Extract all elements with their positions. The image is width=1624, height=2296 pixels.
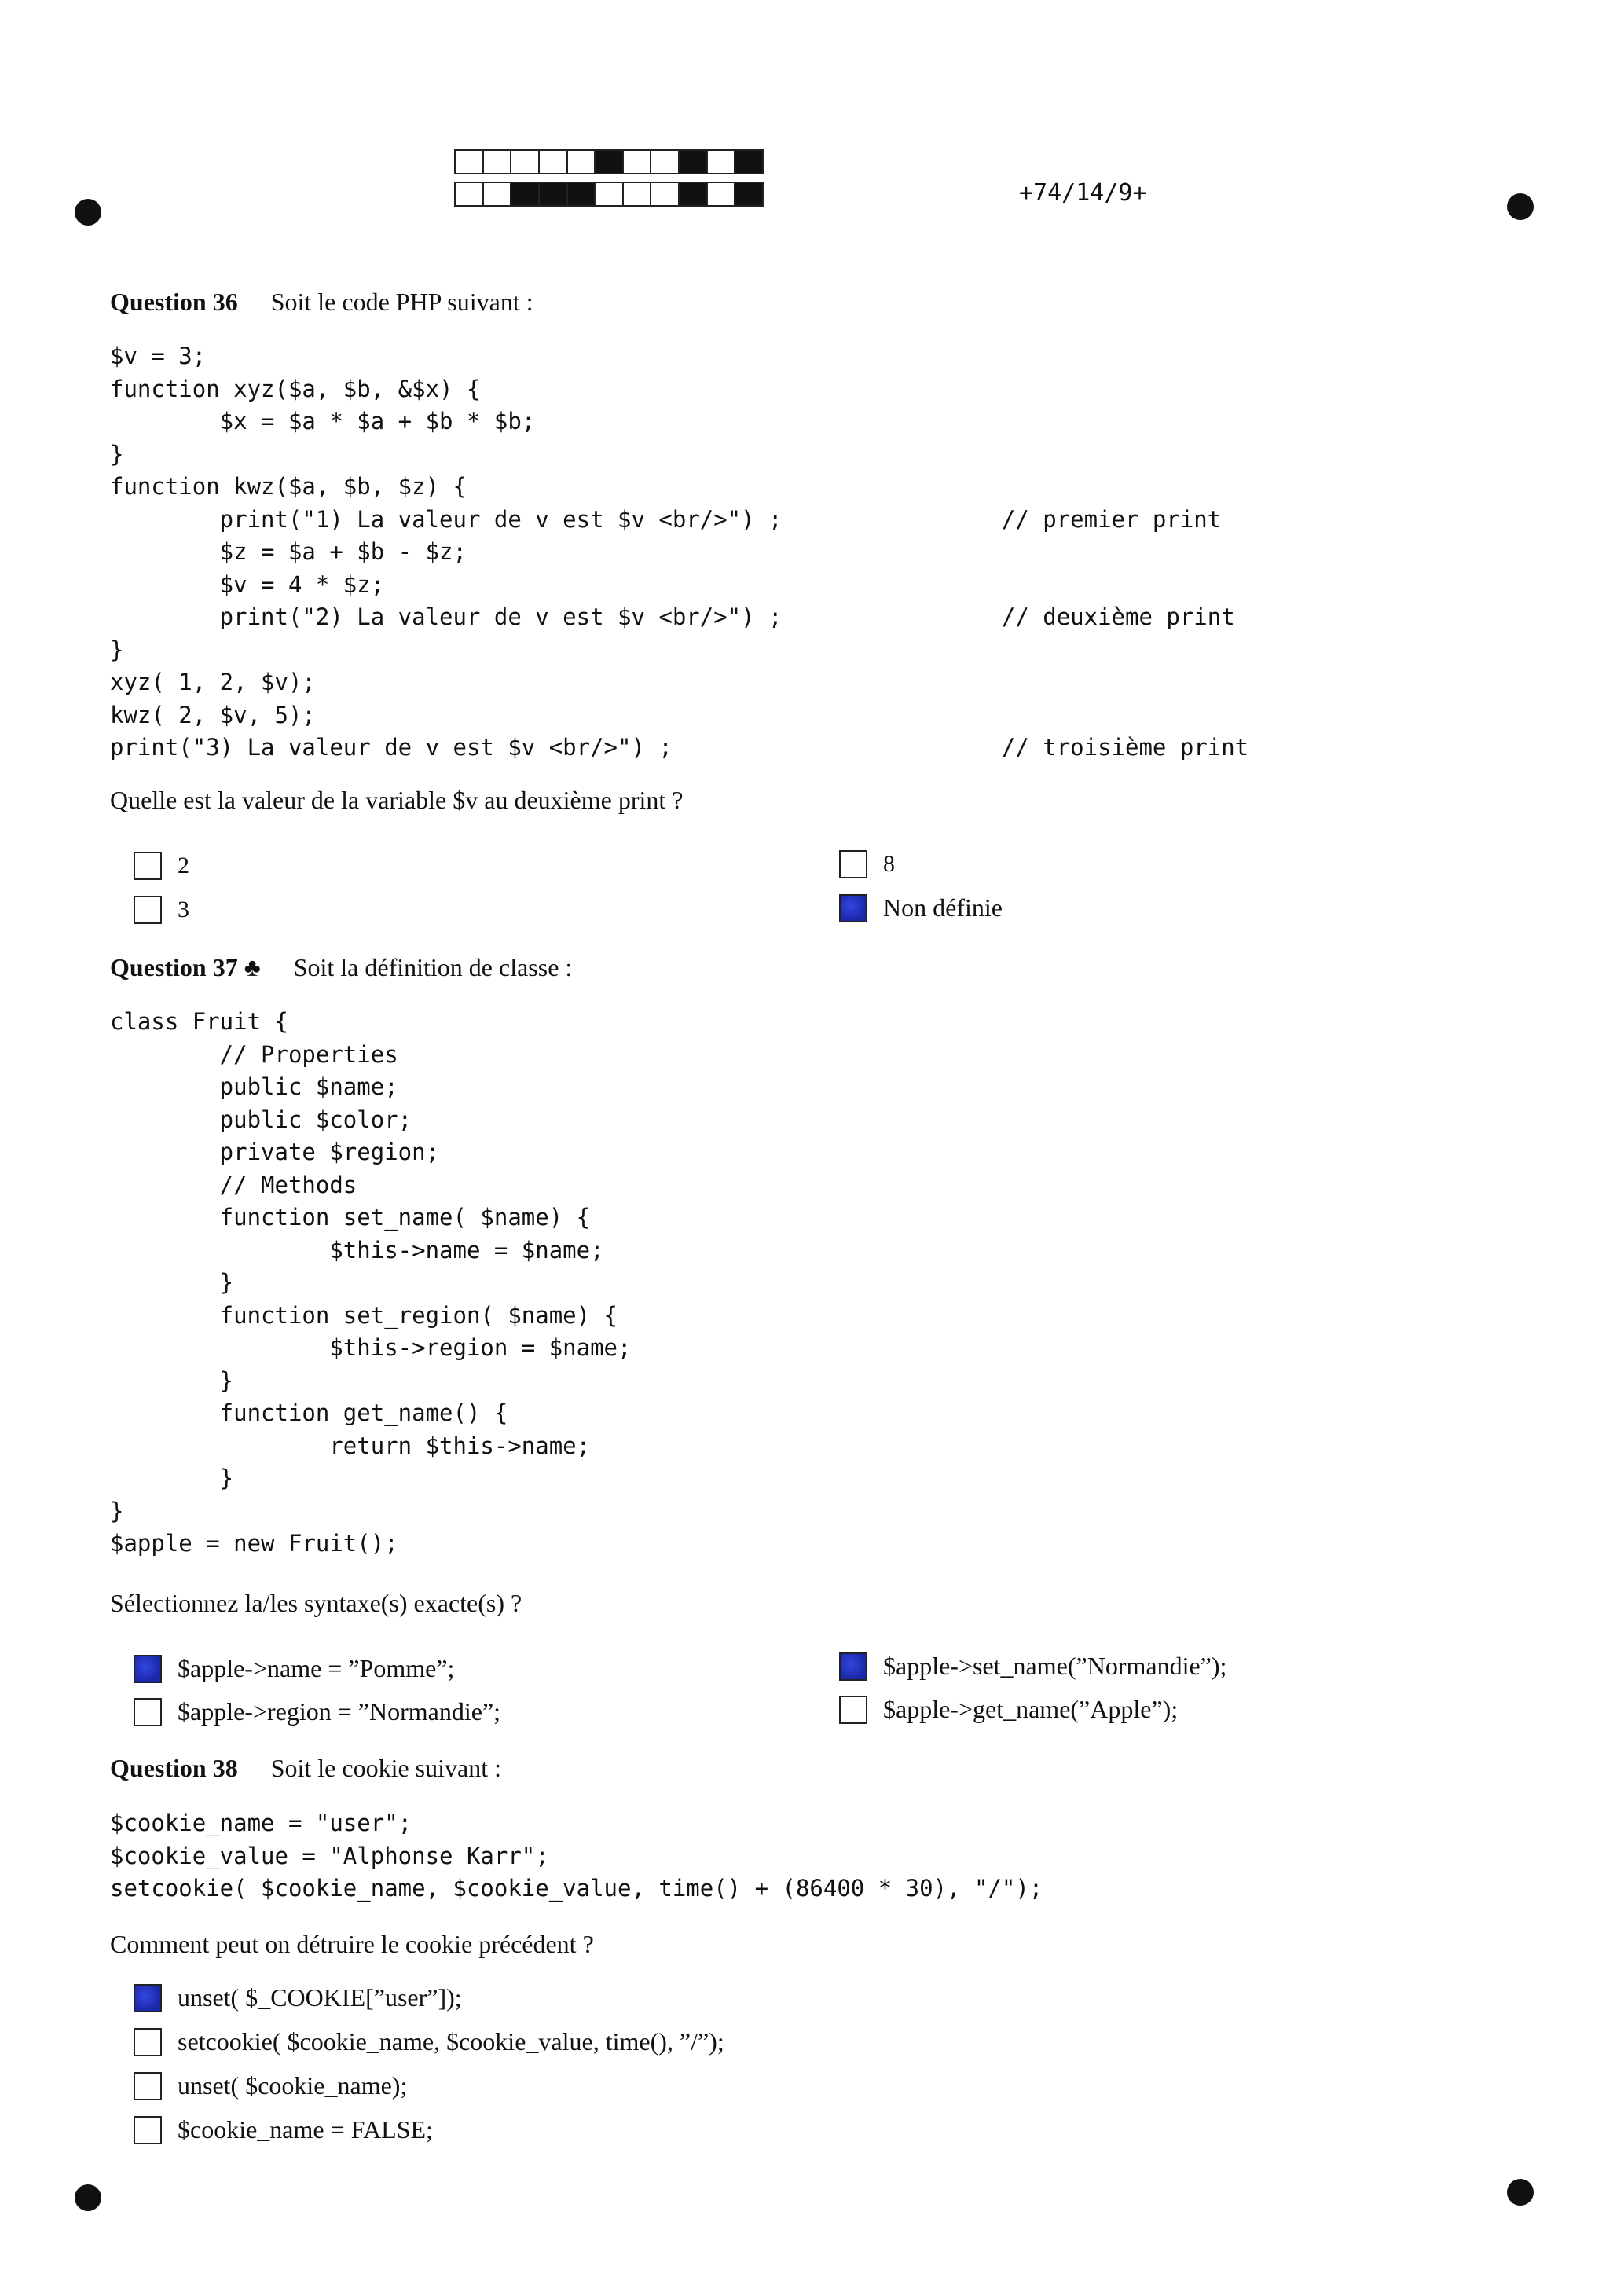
barcode-top: [454, 149, 764, 174]
question-38-heading: [110, 1754, 501, 1783]
option-label: setcookie( $cookie_name, $cookie_value, time(), ”/”);: [178, 2027, 724, 2056]
barcode-cell: [708, 151, 736, 173]
option-label: $cookie_name = FALSE;: [178, 2115, 433, 2144]
question-number: Question 38: [110, 1754, 238, 1782]
question-number: Question 37 ♣: [110, 953, 261, 981]
barcode-cell: [568, 151, 596, 173]
option-label: $apple->get_name(”Apple”);: [883, 1695, 1179, 1723]
question-38-code: $cookie_name = "user"; $cookie_value = "Alphonse Karr"; setcookie( $cookie_name, $cookie_value, time() + (86400 * 30), "/");: [110, 1810, 1043, 1902]
checkbox[interactable]: [839, 850, 867, 878]
checkbox[interactable]: [134, 1984, 162, 2012]
q38-option-d[interactable]: [134, 2115, 433, 2144]
q36-option-a[interactable]: [134, 852, 189, 880]
question-36-code: $v = 3; function xyz($a, $b, &$x) { $x = $a * $a + $b * $b; } function kwz($a, $b, $z) { print("1) La valeur de v est $v <br/>") ; // premier print $z = $a + $b - $z; $v = 4 * $z; print("2) La valeur de v est $v <br/>") ; // deuxième print } xyz( 1, 2, $v); kwz( 2, $v, 5); print("3) La valeur de v est $v <br/>") ; // troisième print: [110, 343, 1249, 761]
checkbox[interactable]: [134, 1698, 162, 1726]
option-label: unset( $_COOKIE[”user”]);: [178, 1983, 462, 2012]
barcode-bottom: [454, 182, 764, 207]
barcode-cell: [624, 151, 652, 173]
barcode-cell: [484, 183, 512, 205]
barcode-cell: [540, 183, 568, 205]
barcode-cell: [596, 151, 624, 173]
checkbox[interactable]: [839, 1652, 867, 1681]
barcode-cell: [511, 151, 540, 173]
option-label: unset( $cookie_name);: [178, 2071, 408, 2100]
barcode-cell: [568, 183, 596, 205]
question-37-prompt: Sélectionnez la/les syntaxe(s) exacte(s) ?: [110, 1589, 522, 1617]
checkbox[interactable]: [134, 896, 162, 924]
question-intro: Soit le code PHP suivant :: [270, 288, 533, 316]
question-intro: Soit le cookie suivant :: [270, 1754, 501, 1782]
q36-option-b[interactable]: [134, 896, 189, 924]
barcode-cell: [540, 151, 568, 173]
question-36-prompt: Quelle est la valeur de la variable $v au deuxième print ?: [110, 786, 684, 814]
barcode-cell: [456, 183, 484, 205]
q36-option-d[interactable]: [839, 893, 1003, 922]
option-label: 2: [178, 853, 189, 878]
question-number: Question 36: [110, 288, 238, 316]
checkbox[interactable]: [134, 1655, 162, 1683]
barcode-cell: [651, 183, 680, 205]
checkbox[interactable]: [134, 2116, 162, 2144]
question-intro: Soit la définition de classe :: [293, 953, 573, 981]
q36-option-c[interactable]: [839, 850, 895, 878]
registration-mark-bottom-left: [75, 2184, 101, 2211]
question-36-heading: [110, 288, 533, 317]
question-38-prompt: Comment peut on détruire le cookie précédent ?: [110, 1930, 594, 1958]
barcode-cell: [735, 183, 762, 205]
barcode-cell: [680, 183, 708, 205]
checkbox[interactable]: [134, 2028, 162, 2056]
checkbox[interactable]: [839, 1696, 867, 1724]
barcode-cell: [624, 183, 652, 205]
option-label: 8: [883, 851, 895, 877]
barcode-cell: [484, 151, 512, 173]
barcode-cell: [511, 183, 540, 205]
barcode-cell: [708, 183, 736, 205]
option-label: 3: [178, 897, 189, 922]
page-code: +74/14/9+: [1019, 179, 1147, 207]
q38-option-a[interactable]: [134, 1983, 462, 2012]
barcode-cell: [680, 151, 708, 173]
question-37-code: class Fruit { // Properties public $name; public $color; private $region; // Methods function set_name( $name) { $this->name = $name; } function set_region( $name) { $this->region = $name; } function get_name() { return $this->name; } } $apple = new Fruit();: [110, 1008, 632, 1557]
option-label: Non définie: [883, 893, 1003, 922]
option-label: $apple->region = ”Normandie”;: [178, 1697, 501, 1726]
option-label: $apple->set_name(”Normandie”);: [883, 1652, 1227, 1680]
registration-mark-top-right: [1507, 193, 1534, 220]
q37-option-a[interactable]: [134, 1654, 454, 1683]
barcode-cell: [651, 151, 680, 173]
q37-option-d[interactable]: [839, 1695, 1178, 1724]
registration-mark-top-left: [75, 199, 101, 226]
option-label: $apple->name = ”Pomme”;: [178, 1654, 455, 1682]
q37-option-b[interactable]: [134, 1697, 500, 1726]
question-37-heading: [110, 953, 572, 982]
checkbox[interactable]: [134, 2072, 162, 2100]
q38-option-c[interactable]: [134, 2071, 407, 2100]
barcode-cell: [735, 151, 762, 173]
registration-mark-bottom-right: [1507, 2179, 1534, 2206]
barcode-cell: [456, 151, 484, 173]
checkbox[interactable]: [134, 852, 162, 880]
checkbox[interactable]: [839, 894, 867, 922]
q38-option-b[interactable]: [134, 2027, 724, 2056]
barcode-cell: [596, 183, 624, 205]
q37-option-c[interactable]: [839, 1652, 1226, 1681]
